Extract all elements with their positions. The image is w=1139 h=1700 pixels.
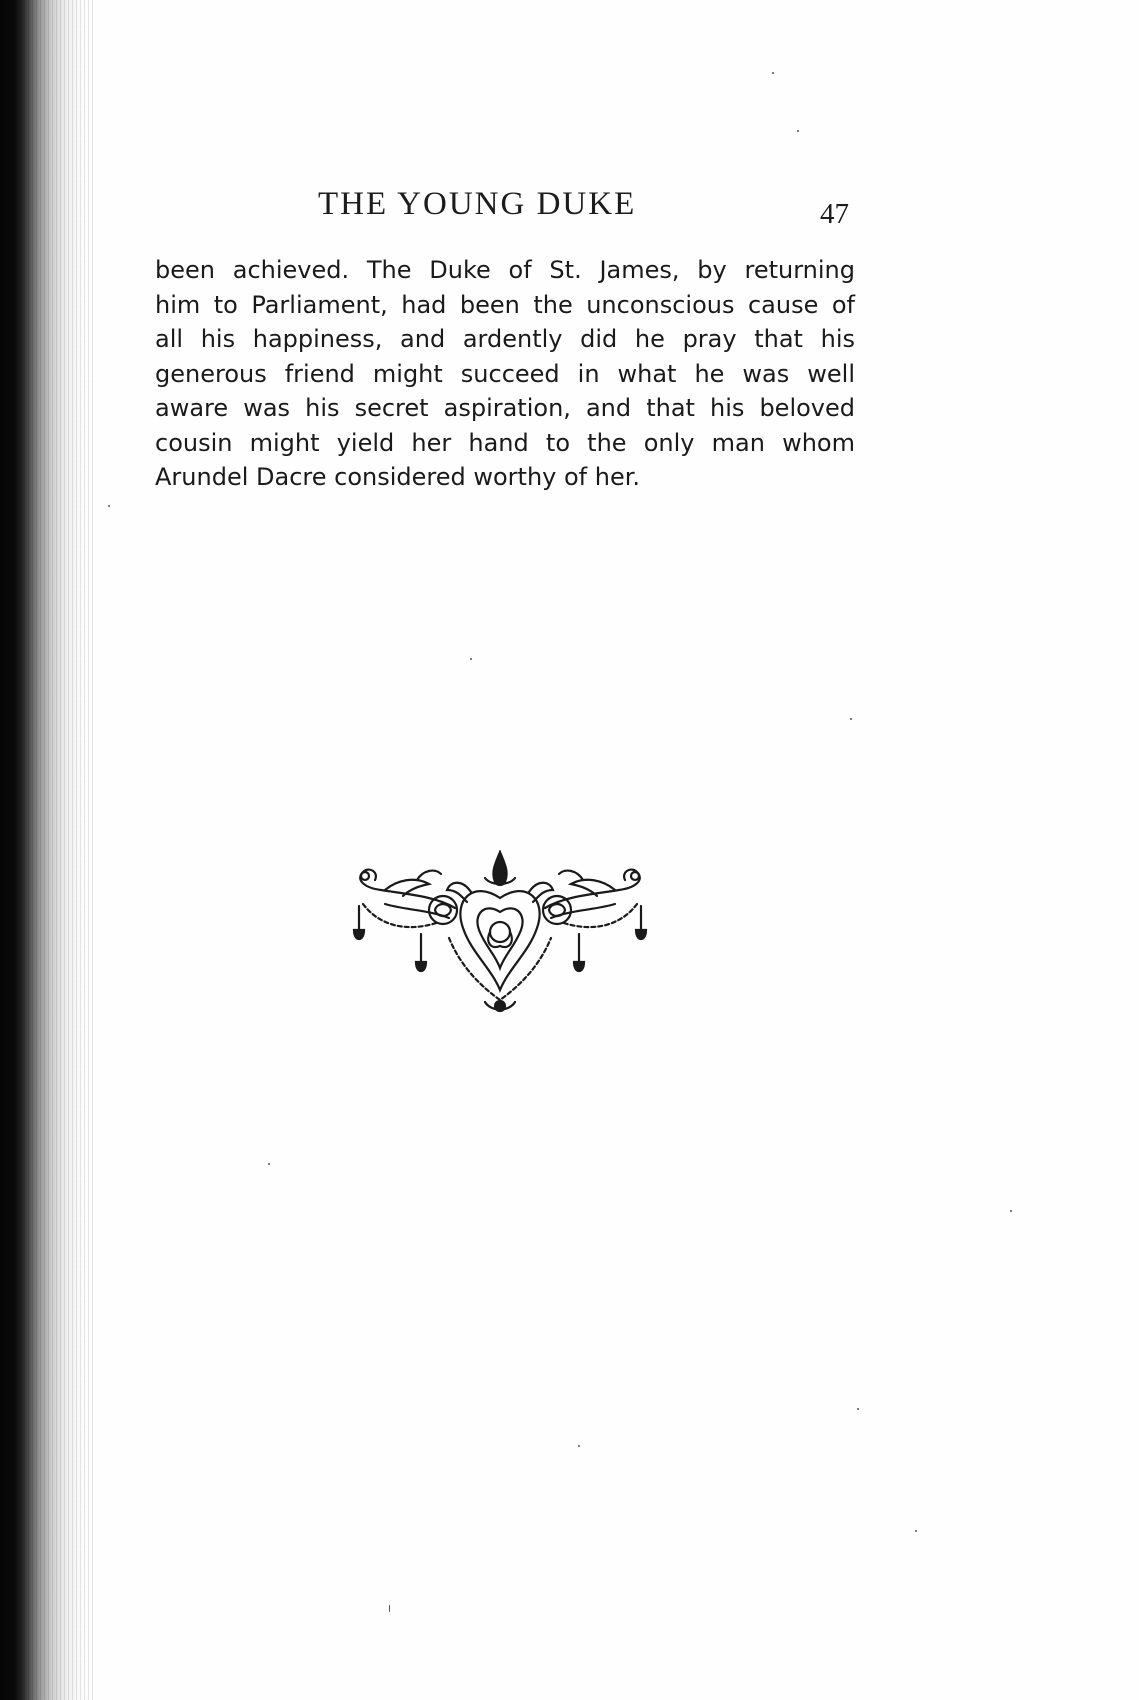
scan-speck [1010, 1210, 1012, 1212]
scan-speck [470, 658, 472, 660]
scan-speck [108, 505, 110, 507]
text-line: been achieved. The Duke of St. James, by returning [155, 256, 855, 284]
body-paragraph [155, 253, 855, 495]
text-line: him to Parliament, had been the unconscious cause of [155, 290, 855, 319]
text-line: generous friend might succeed in what he was well [155, 359, 855, 388]
scan-speck [915, 1530, 917, 1532]
scan-speck [772, 72, 774, 74]
scan-speck [389, 1605, 390, 1612]
text-line: Arundel Dacre considered worthy of her. [155, 463, 641, 491]
scan-speck [850, 718, 852, 720]
running-head: THE YOUNG DUKE [318, 186, 637, 222]
text-line: cousin might yield her hand to the only man whom [155, 428, 855, 457]
scan-speck [268, 1163, 270, 1165]
floral-scroll-tailpiece-icon [345, 850, 655, 1020]
text-line: all his happiness, and ardently did he pray that his [155, 325, 855, 353]
text-line: aware was his secret aspiration, and that his beloved [155, 394, 855, 422]
scan-speck [578, 1445, 580, 1447]
scan-speck [797, 130, 799, 132]
scan-binding-texture [0, 0, 95, 1700]
scan-speck [857, 1408, 859, 1410]
page-number: 47 [820, 198, 849, 230]
